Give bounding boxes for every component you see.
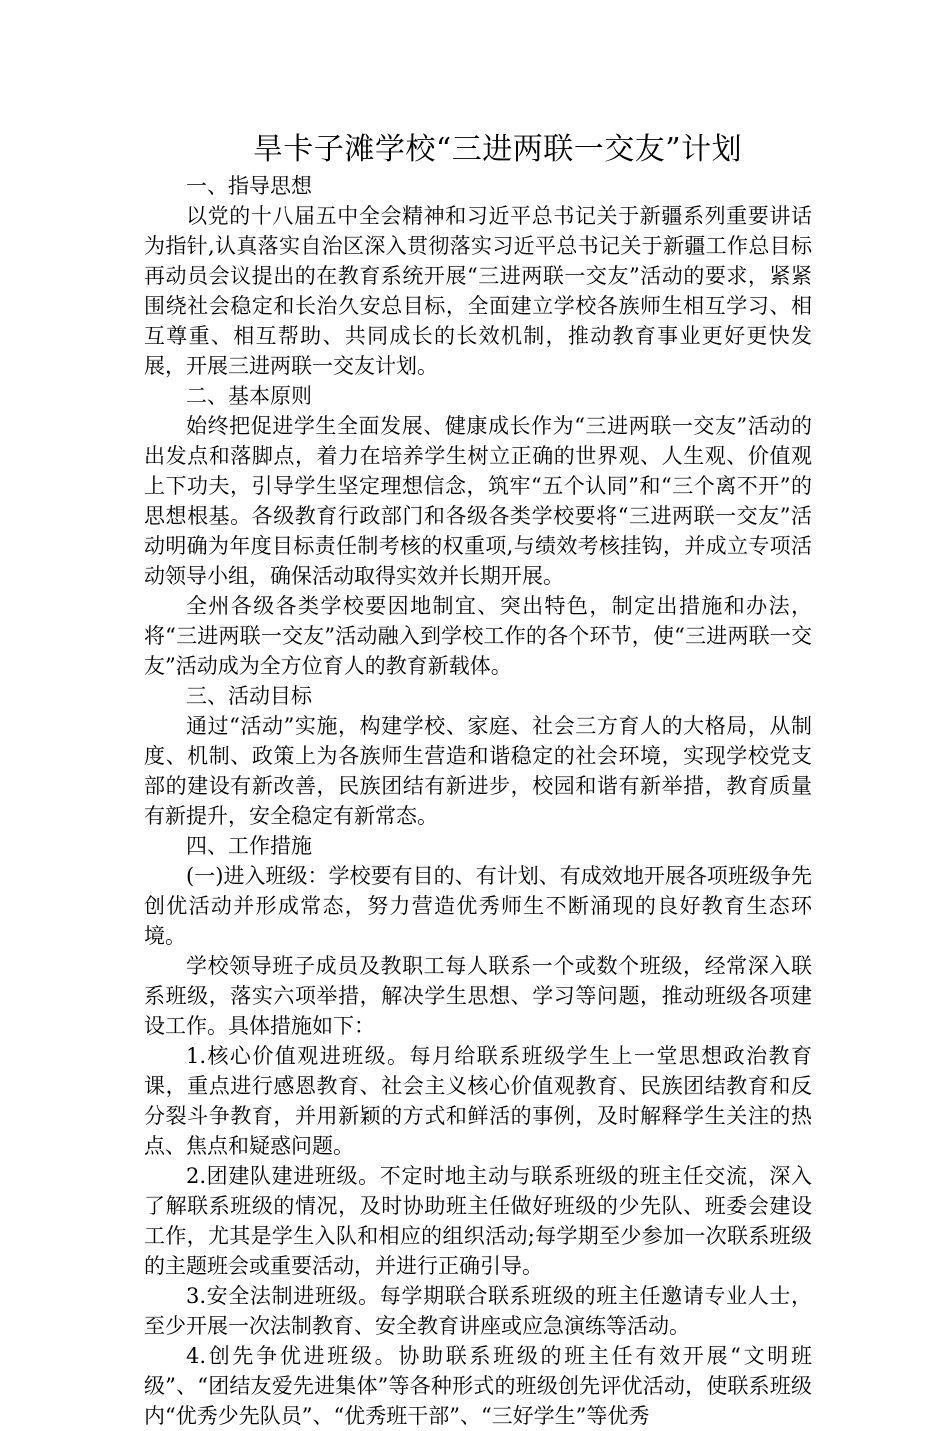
paragraph-guiding-ideology: 以党的十八届五中全会精神和习近平总书记关于新疆系列重要讲话为指针,认真落实自治区深入贯彻落实习近平总书记关于新疆工作总目标再动员会议提出的在教育系统开展“三进两联一交友”活动的要求，紧紧围绕社会稳定和长治久安总目标，全面建立学校各族师生相互学习、相互尊重、相互帮助、共同成长的长效机制，推动教育事业更好更快发展，开展三进两联一交友计划。	[144, 204, 812, 378]
document-body	[144, 171, 812, 1431]
paragraph-enter-class: (一)进入班级：学校要有目的、有计划、有成效地开展各项班级争先创优活动并形成常态，努力营造优秀师生不断涌现的良好教育生态环境。	[144, 864, 812, 948]
paragraph-basic-principles-1: 始终把促进学生全面发展、健康成长作为“三进两联一交友”活动的出发点和落脚点，着力在培养学生树立正确的世界观、人生观、价值观上下功夫，引导学生坚定理想信念，筑牢“五个认同”和“三个离不开”的思想根基。各级教育行政部门和各级各类学校要将“三进两联一交友”活动明确为年度目标责任制考核的权重项,与绩效考核挂钩，并成立专项活动领导小组，确保活动取得实效并长期开展。	[144, 414, 812, 588]
section-heading-guiding-ideology: 一、指导思想	[186, 174, 312, 198]
list-item-team-building: 2.团建队建进班级。不定时地主动与联系班级的班主任交流，深入了解联系班级的情况，及时协助班主任做好班级的少先队、班委会建设工作，尤其是学生入队和相应的组织活动;每学期至少参加一次联系班级的主题班会或重要活动，并进行正确引导。	[144, 1164, 812, 1278]
paragraph-basic-principles-2: 全州各级各类学校要因地制宜、突出特色，制定出措施和办法，将“三进两联一交友”活动融入到学校工作的各个环节，使“三进两联一交友”活动成为全方位育人的教育新载体。	[144, 594, 812, 678]
section-heading-activity-goals: 三、活动目标	[186, 684, 312, 708]
section-heading-work-measures: 四、工作措施	[186, 834, 312, 858]
list-item-core-values: 1.核心价值观进班级。每月给联系班级学生上一堂思想政治教育课，重点进行感恩教育、社会主义核心价值观教育、民族团结教育和反分裂斗争教育，并用新颖的方式和鲜活的事例，及时解释学生关注的热点、焦点和疑惑问题。	[144, 1044, 812, 1158]
paragraph-class-contact: 学校领导班子成员及教职工每人联系一个或数个班级，经常深入联系班级，落实六项举措，解决学生思想、学习等问题，推动班级各项建设工作。具体措施如下：	[144, 954, 812, 1038]
section-heading-basic-principles: 二、基本原则	[186, 384, 312, 408]
list-item-excellence: 4.创先争优进班级。协助联系班级的班主任有效开展“文明班级”、“团结友爱先进集体”等各种形式的班级创先评优活动，使联系班级内“优秀少先队员”、“优秀班干部”、“三好学生”等优秀	[144, 1344, 812, 1428]
list-item-safety-law: 3.安全法制进班级。每学期联合联系班级的班主任邀请专业人士，至少开展一次法制教育、安全教育讲座或应急演练等活动。	[144, 1284, 812, 1338]
document-title: 旱卡子滩学校“三进两联一交友”计划	[252, 132, 743, 167]
paragraph-activity-goals: 通过“活动”实施，构建学校、家庭、社会三方育人的大格局，从制度、机制、政策上为各族师生营造和谐稳定的社会环境，实现学校党支部的建设有新改善，民族团结有新进步，校园和谐有新举措，教育质量有新提升，安全稳定有新常态。	[144, 714, 812, 828]
